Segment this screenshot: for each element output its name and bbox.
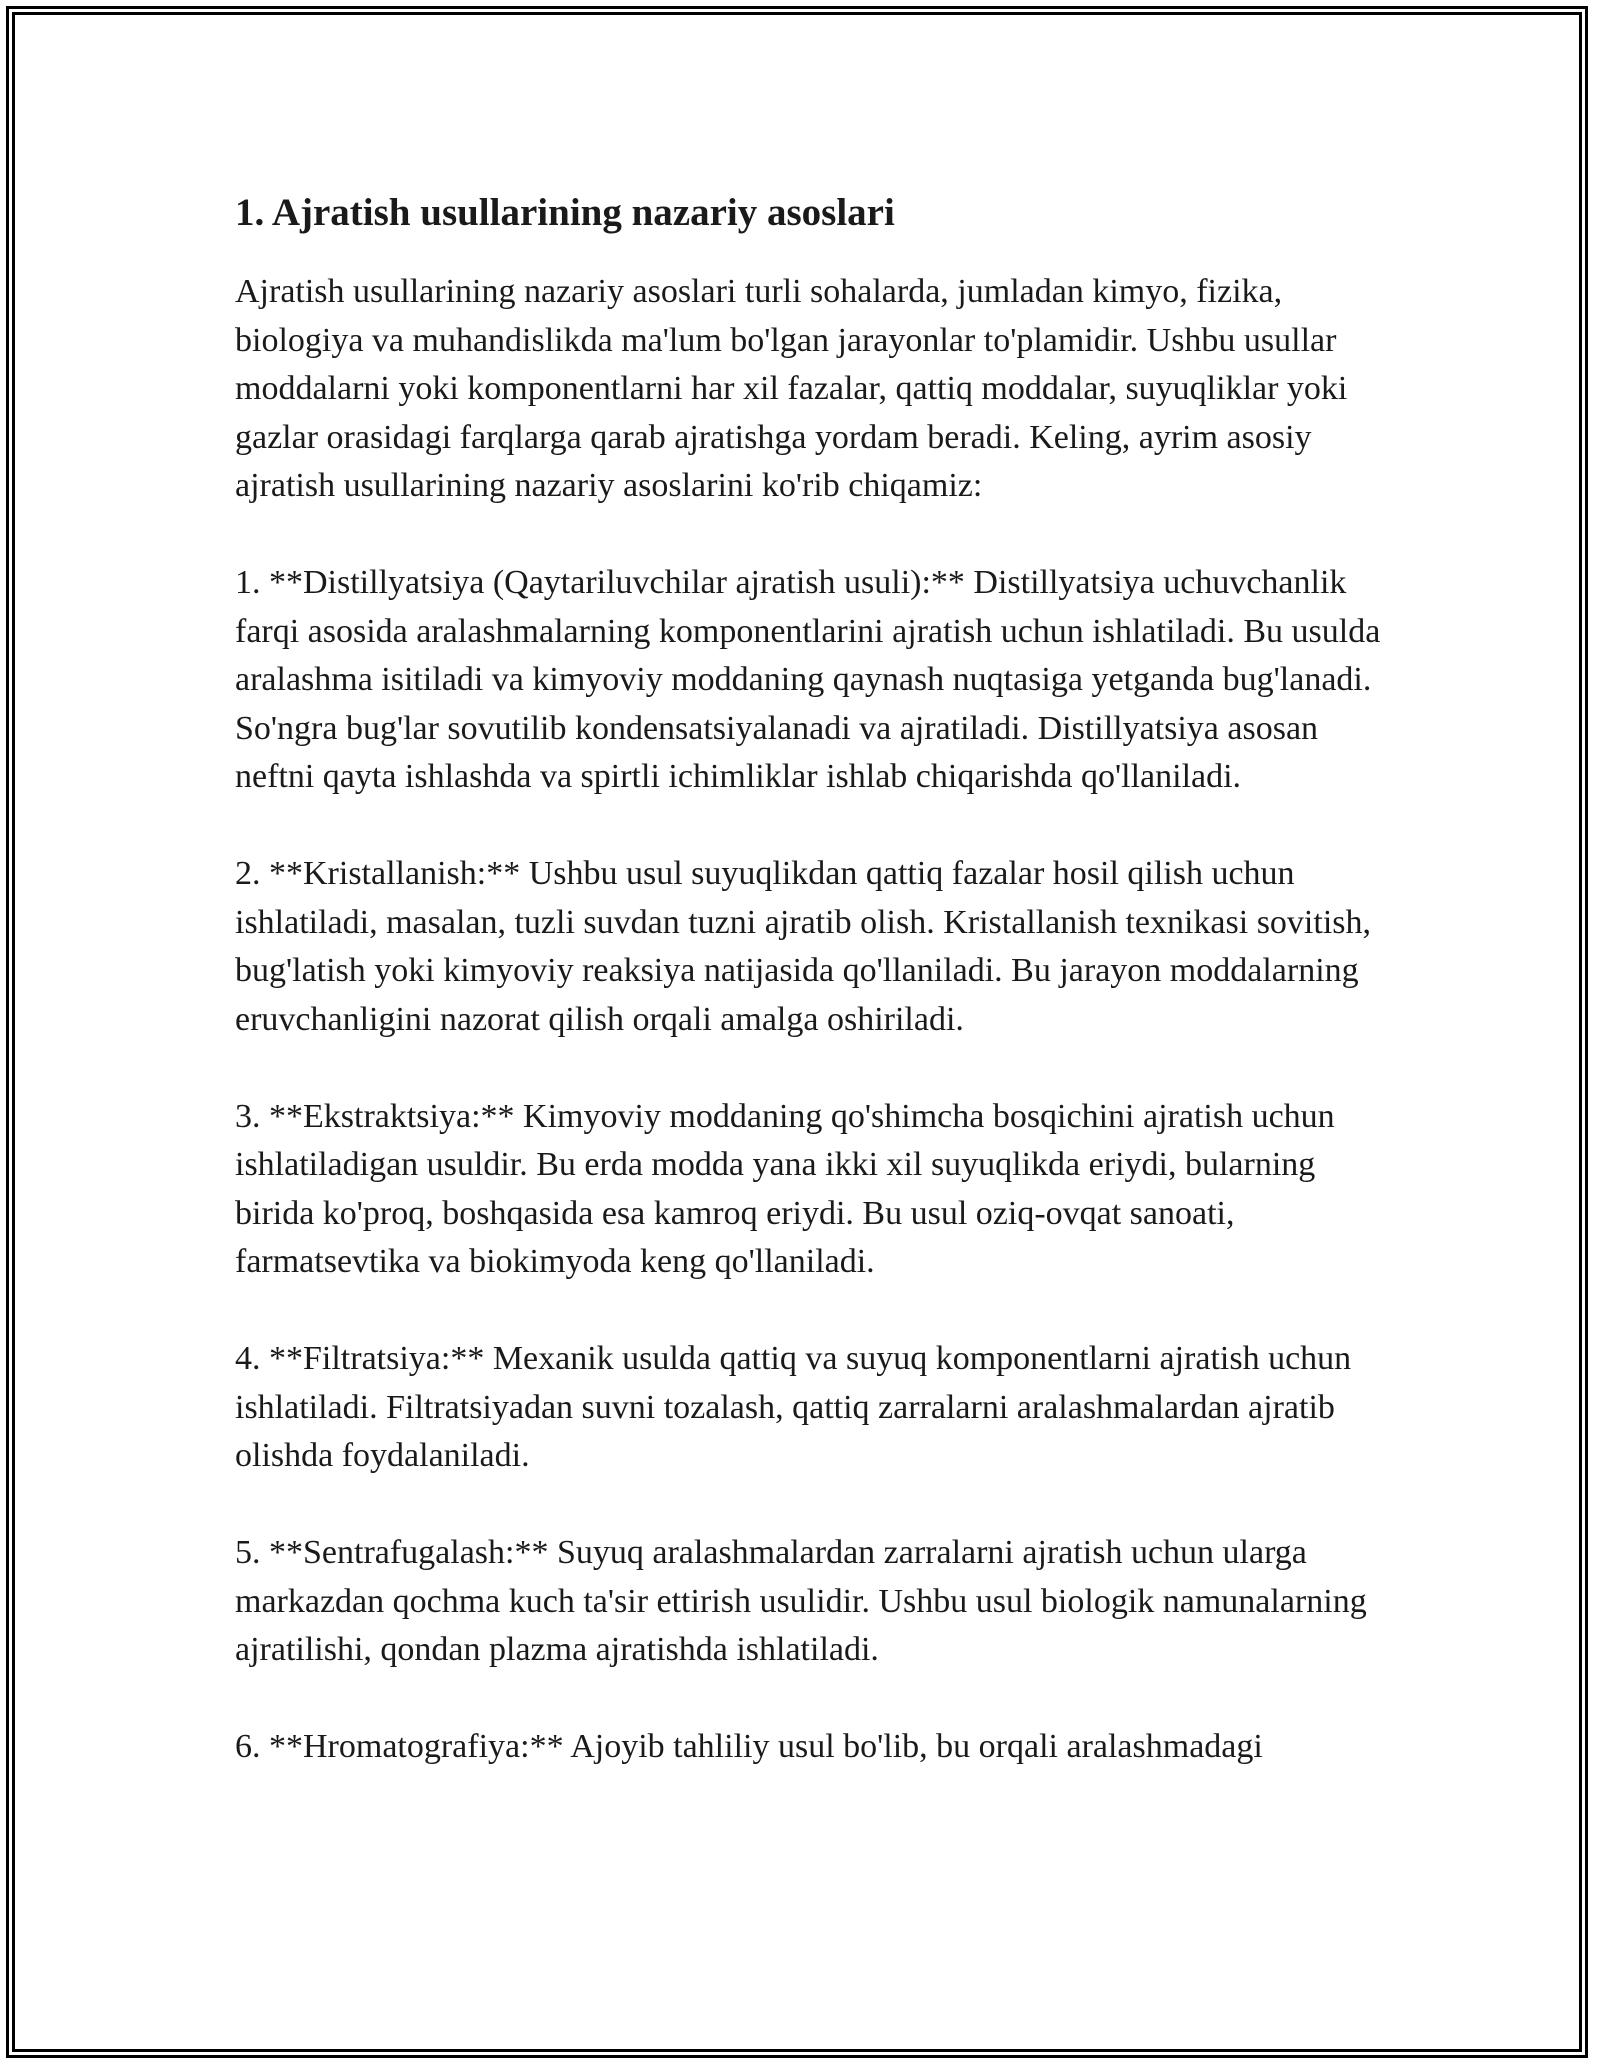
intro-paragraph: Ajratish usullarining nazariy asoslari turli sohalarda, jumladan kimyo, fizika, biologiya va muhandislikda ma'lum bo'lgan jarayonlar to'plamidir. Ushbu usullar moddalarni yoki komponentlarni har xil fazalar, qattiq moddalar, suyuqliklar yoki gazlar orasidagi farqlarga qarab ajratishga yordam beradi. Keling, ayrim asosiy ajratish usullarining nazariy asoslarini ko'rib chiqamiz: — [235, 273, 1348, 504]
paragraph-filtration: 4. **Filtratsiya:** Mexanik usulda qattiq va suyuq komponentlarni ajratish uchun ishlatiladi. Filtratsiyadan suvni tozalash, qattiq zarralarni aralashmalardan ajratib olishda foydalaniladi. — [235, 1340, 1352, 1474]
paragraph-distillation: 1. **Distillyatsiya (Qaytariluvchilar ajratish usuli):** Distillyatsiya uchuvchanlik farqi asosida aralashmalarning komponentlarini ajratish uchun ishlatiladi. Bu usulda aralashma isitiladi va kimyoviy moddaning qaynash nuqtasiga yetganda bug'lanadi. So'ngra bug'lar sovutilib kondensatsiyalanadi va ajratiladi. Distillyatsiya asosan neftni qayta ishlashda va spirtli ichimliklar ishlab chiqarishda qo'llaniladi. — [235, 564, 1381, 795]
paragraph-extraction: 3. **Ekstraktsiya:** Kimyoviy moddaning qo'shimcha bosqichini ajratish uchun ishlatiladigan usuldir. Bu erda modda yana ikki xil suyuqlikda eriydi, bularning birida ko'proq, boshqasida esa kamroq eriydi. Bu usul oziq-ovqat sanoati, farmatsevtika va biokimyoda keng qo'llaniladi. — [235, 1097, 1335, 1280]
paragraph-chromatography: 6. **Hromatografiya:** Ajoyib tahliliy usul bo'lib, bu orqali aralashmadagi — [235, 1728, 1263, 1765]
section-heading: 1. Ajratish usullarining nazariy asoslari — [235, 191, 895, 234]
document-body — [235, 184, 1385, 1820]
paragraph-crystallization: 2. **Kristallanish:** Ushbu usul suyuqlikdan qattiq fazalar hosil qilish uchun ishlatiladi, masalan, tuzli suvdan tuzni ajratib olish. Kristallanish texnikasi sovitish, bug'latish yoki kimyoviy reaksiya natijasida qo'llaniladi. Bu jarayon moddalarning eruvchanligini nazorat qilish orqali amalga oshiriladi. — [235, 855, 1371, 1038]
paragraph-centrifugation: 5. **Sentrafugalash:** Suyuq aralashmalardan zarralarni ajratish uchun ularga markazdan qochma kuch ta'sir ettirish usulidir. Ushbu usul biologik namunalarning ajratilishi, qondan plazma ajratishda ishlatiladi. — [235, 1534, 1367, 1668]
